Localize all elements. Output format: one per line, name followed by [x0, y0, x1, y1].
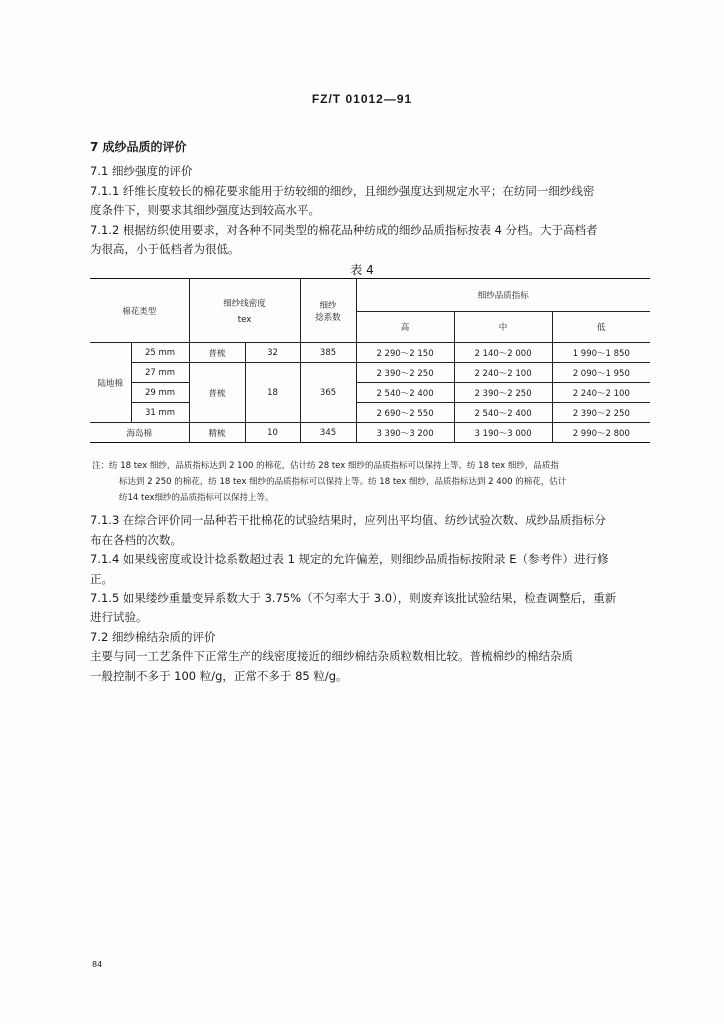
section-7-2-line1: 主要与同一工艺条件下正常生产的线密度接近的细纱棉结杂质粒数相比较。普梳棉纱的棉结杂质 — [90, 649, 573, 663]
cell-process: 普梳 — [189, 343, 245, 363]
cell-tex: 18 — [245, 363, 300, 423]
cell-high: 2 690～2 550 — [356, 403, 454, 423]
cell-high: 3 390～3 200 — [356, 423, 454, 443]
cell-process: 普梳 — [189, 363, 245, 423]
cell-twist: 385 — [300, 343, 356, 363]
cell-mid: 2 140～2 000 — [454, 343, 552, 363]
cell-mid: 2 390～2 250 — [454, 383, 552, 403]
header-density-unit: tex — [237, 314, 252, 325]
table-row — [90, 363, 650, 383]
cell-tex: 32 — [245, 343, 300, 363]
quality-table — [90, 278, 650, 443]
cell-process: 精梳 — [189, 423, 245, 443]
cell-mid: 3 190～3 000 — [454, 423, 552, 443]
section-7-1-1-line2: 度条件下，则要求其细纱强度达到较高水平。 — [90, 203, 320, 217]
table-row — [90, 343, 650, 363]
cell-mid: 2 240～2 100 — [454, 363, 552, 383]
cell-high: 2 290～2 150 — [356, 343, 454, 363]
cell-low: 2 240～2 100 — [552, 383, 650, 403]
note-line-2: 标达到 2 250 的棉花，纺 18 tex 细纱的品质指标可以保持上等。纺 18 tex 细纱，品质指标达到 2 400 的棉花，估计 — [119, 477, 567, 487]
note-line-3: 纺14 tex细纱的品质指标可以保持上等。 — [119, 493, 274, 503]
header-cotton-type: 棉花类型 — [90, 279, 189, 343]
section-7-1-5-line1: 7.1.5 如果缕纱重量变异系数大于 3.75%（不匀率大于 3.0），则废弃该批试验结果，检查调整后，重新 — [90, 591, 617, 605]
header-low: 低 — [552, 312, 650, 343]
header-mid: 中 — [454, 312, 552, 343]
sea-island-label: 海岛棉 — [90, 423, 189, 443]
table-caption: 表 4 — [350, 263, 374, 277]
section-7-1-1-line1: 7.1.1 纤维长度较长的棉花要求能用于纺较细的细纱，且细纱强度达到规定水平；在纺同一细纱线密 — [90, 184, 595, 198]
header-twist: 细纱 捻系数 — [300, 279, 356, 343]
section-7-1-4-line1: 7.1.4 如果线密度或设计捻系数超过表 1 规定的允许偏差，则细纱品质指标按附录 E（参考件）进行修 — [90, 552, 609, 566]
note-line-1: 注：纺 18 tex 细纱，品质指标达到 2 100 的棉花，估计纺 28 tex 细纱的品质指标可以保持上等。纺 18 tex 细纱，品质指 — [92, 461, 559, 471]
cell-mid: 2 540～2 400 — [454, 403, 552, 423]
cell-twist: 345 — [300, 423, 356, 443]
header-density-label: 细纱线密度 — [223, 298, 266, 309]
table-row — [90, 383, 650, 403]
header-quality: 细纱品质指标 — [356, 279, 650, 312]
section-7-1-4-line2: 正。 — [90, 572, 113, 586]
header-density — [189, 279, 300, 343]
section-7-2-line2: 一般控制不多于 100 粒/g，正常不多于 85 粒/g。 — [90, 669, 348, 683]
cell-low: 2 390～2 250 — [552, 403, 650, 423]
section-7-1-3-line1: 7.1.3 在综合评价同一品种若干批棉花的试验结果时，应列出平均值、纺纱试验次数、成纱品质指标分 — [90, 513, 606, 527]
cell-low: 2 090～1 950 — [552, 363, 650, 383]
cell-tex: 10 — [245, 423, 300, 443]
section-7-1-3-line2: 布在各档的次数。 — [90, 533, 182, 547]
cell-length: 27 mm — [131, 363, 189, 383]
cell-low: 1 990～1 850 — [552, 343, 650, 363]
cell-length: 31 mm — [131, 403, 189, 423]
section-7-1-title: 7.1 细纱强度的评价 — [90, 164, 193, 178]
section-7-1-2-line1: 7.1.2 根据纺织使用要求，对各种不同类型的棉花品种纺成的细纱品质指标按表 4 分档。大于高档者 — [90, 223, 598, 237]
header-high: 高 — [356, 312, 454, 343]
section-7-2-title: 7.2 细纱棉结杂质的评价 — [90, 630, 216, 644]
land-cotton-label: 陆地棉 — [90, 343, 131, 423]
cell-high: 2 390～2 250 — [356, 363, 454, 383]
table-row — [90, 403, 650, 423]
table-row — [90, 423, 650, 443]
page-header: FZ/T 01012—91 — [311, 92, 413, 106]
cell-length: 29 mm — [131, 383, 189, 403]
cell-low: 2 990～2 800 — [552, 423, 650, 443]
cell-twist: 365 — [300, 363, 356, 423]
section-7-1-2-line2: 为很高，小于低档者为很低。 — [90, 242, 240, 256]
cell-length: 25 mm — [131, 343, 189, 363]
cell-high: 2 540～2 400 — [356, 383, 454, 403]
section-7-1-5-line2: 进行试验。 — [90, 610, 148, 624]
table-note — [92, 458, 652, 506]
page-number: 84 — [92, 960, 103, 969]
section-7-title: 7 成纱品质的评价 — [90, 140, 187, 154]
